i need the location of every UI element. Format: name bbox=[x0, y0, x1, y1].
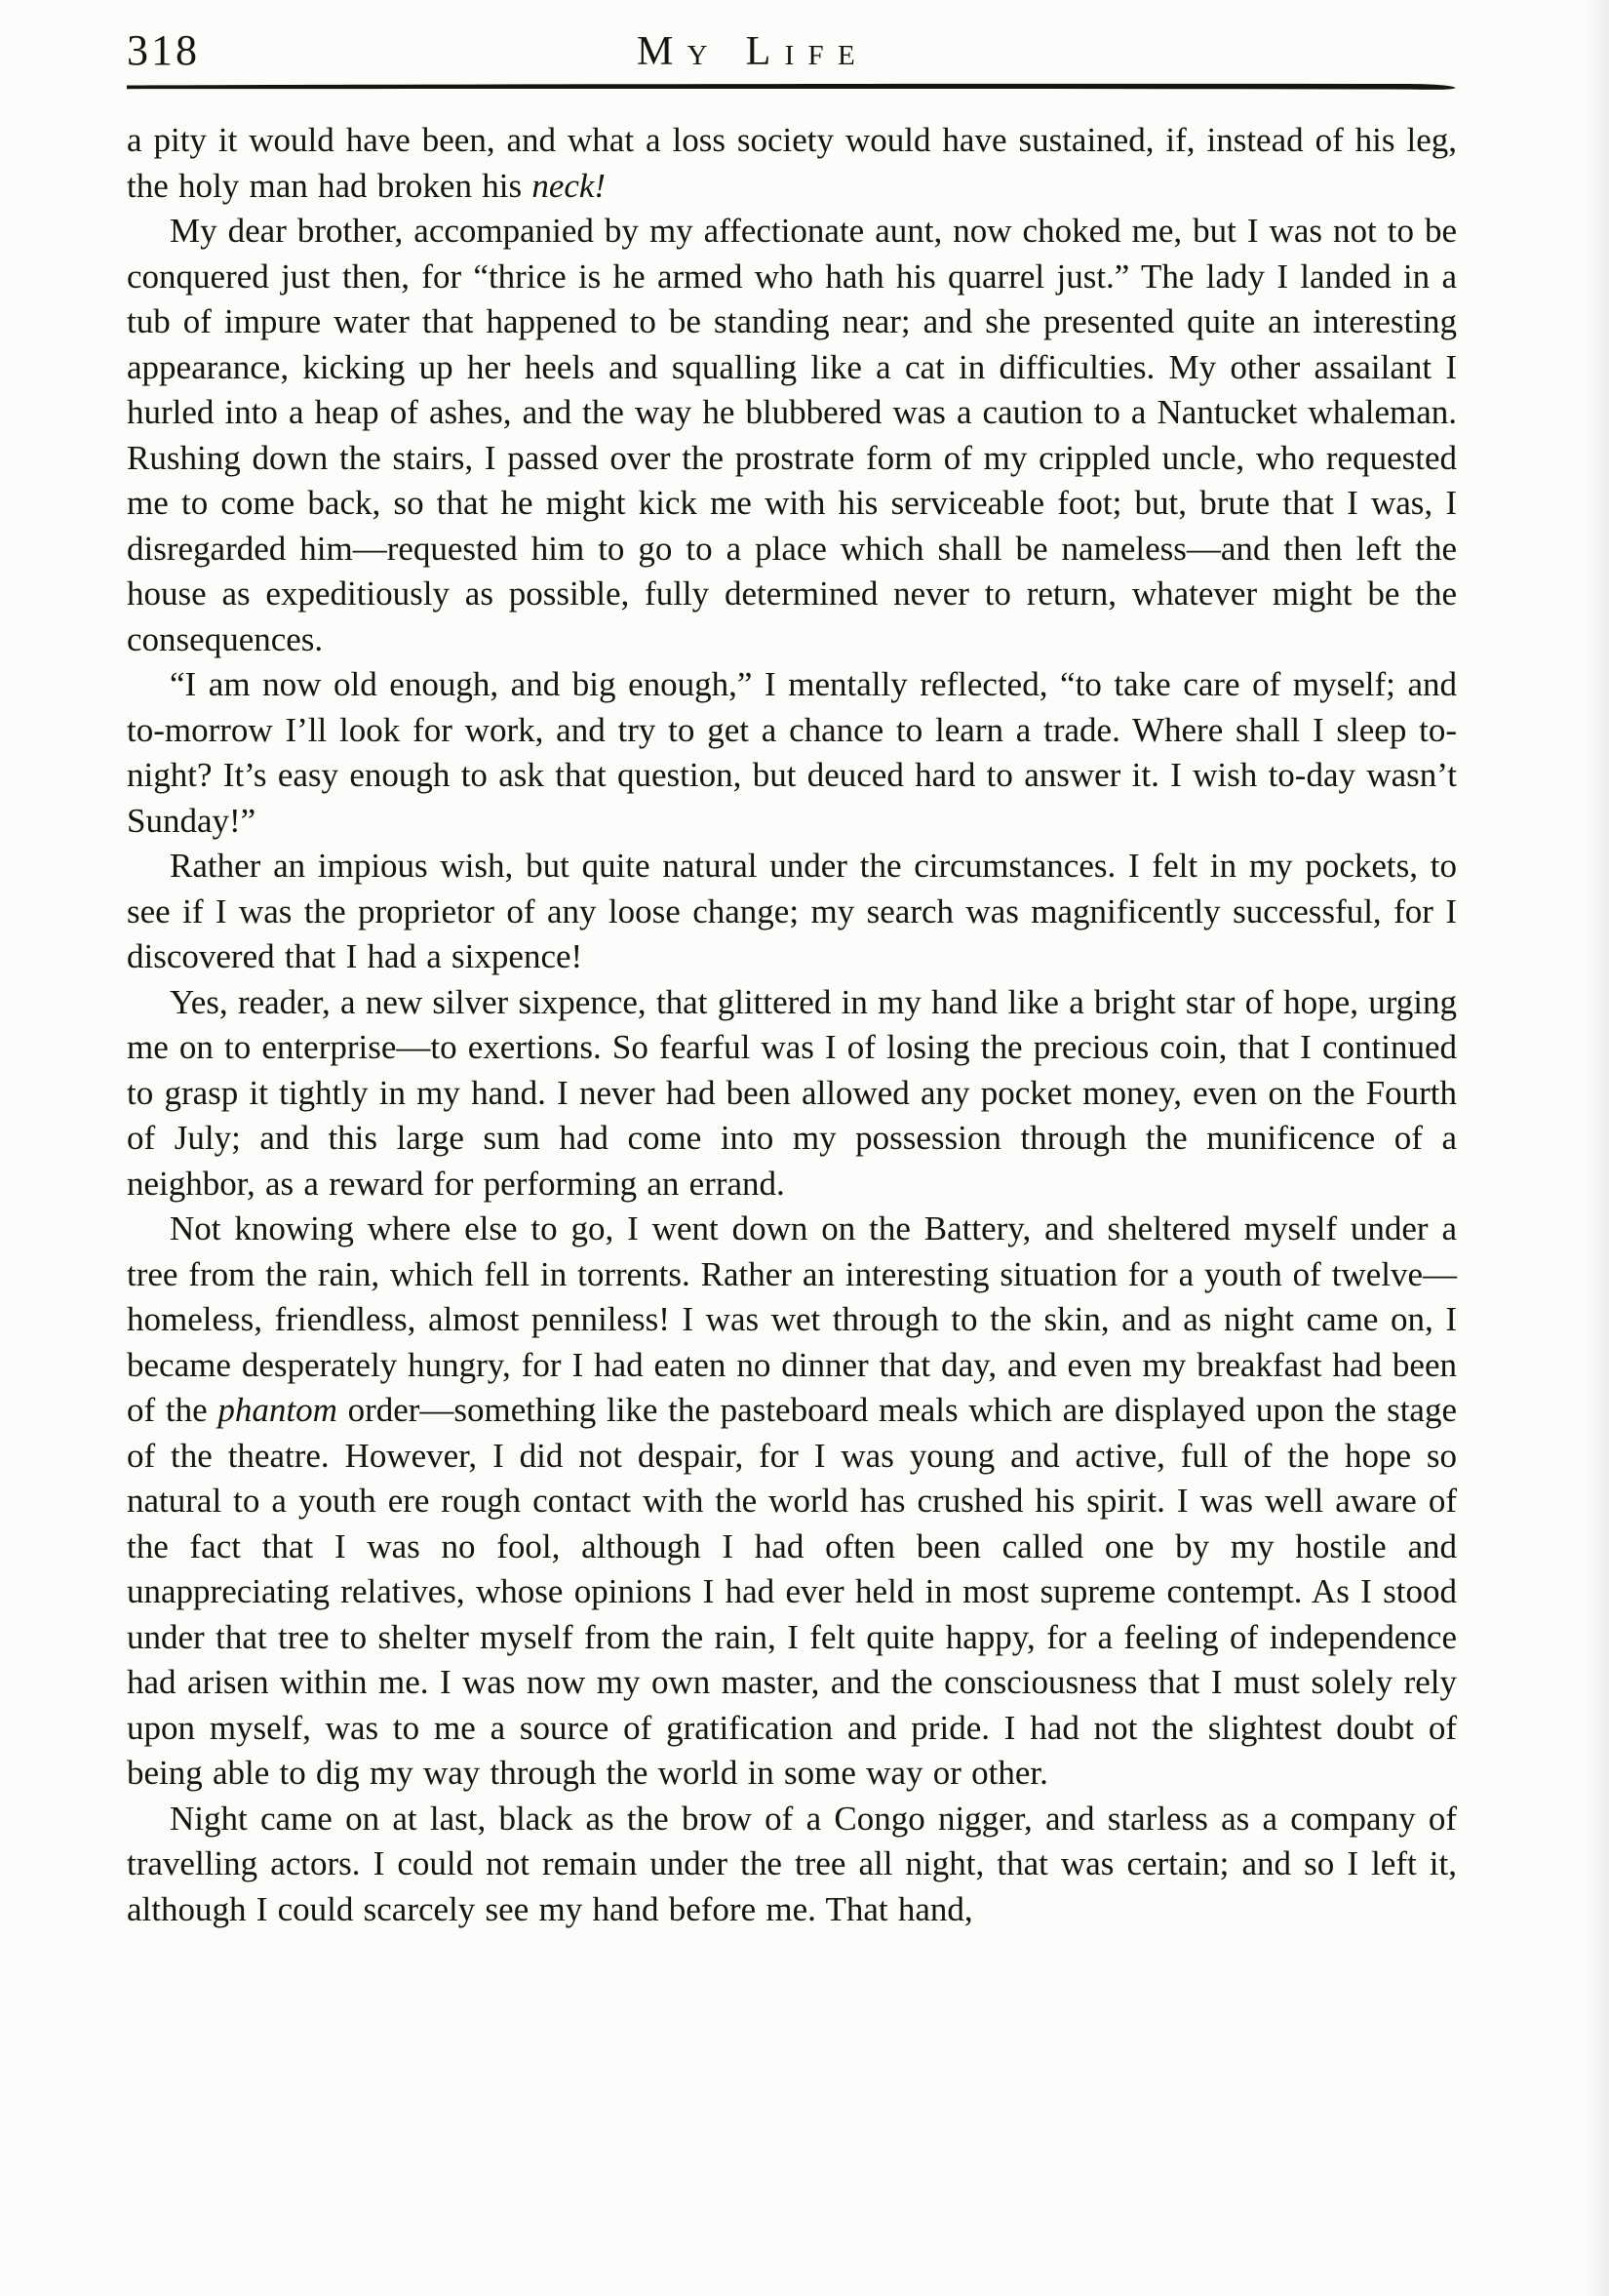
page-number: 318 bbox=[127, 26, 200, 74]
text-run: a pity it would have been, and what a loss society would have sustained, if, instead of his leg, the holy man had broken his bbox=[127, 121, 1457, 205]
paragraph bbox=[127, 980, 1457, 1207]
italic-text-run: neck! bbox=[531, 166, 607, 205]
italic-text-run: phantom bbox=[217, 1391, 337, 1429]
paragraph bbox=[127, 844, 1457, 980]
text-run: Rather an impious wish, but quite natural under the circumstances. I felt in my pockets, to see if I was the proprietor of any loose change; my search was magnificently successful, for I discovered that I had a sixpence! bbox=[127, 847, 1457, 975]
paragraph bbox=[127, 118, 1457, 209]
paragraph bbox=[127, 1207, 1457, 1797]
page-text bbox=[127, 118, 1457, 1932]
paragraph bbox=[127, 662, 1457, 844]
text-run: order—something like the pasteboard meals which are displayed upon the stage of the theatre. However, I did not despair, for I was young and active, full of the hope so natural to a youth ere rough contact with the world has crushed his spirit. I was well aware of the fact that I was no fool, although I had often been called one by my hostile and unappreciating relatives, whose opinions I had ever held in most supreme contempt. As I stood under that tree to shelter myself from the rain, I felt quite happy, for a feeling of independence had arisen within me. I was now my own master, and the consciousness that I must solely rely upon myself, was to me a source of gratification and pride. I had not the slightest doubt of being able to dig my way through the world in some way or other. bbox=[127, 1391, 1457, 1792]
text-run: My dear brother, accompanied by my affectionate aunt, now choked me, but I was not to be conquered just then, for “thrice is he armed who hath his quarrel just.” The lady I landed in a tub of impure water that happened to be standing near; and she presented quite an interesting appearance, kicking up her heels and squalling like a cat in difficulties. My other assailant I hurled into a heap of ashes, and the way he blubbered was a caution to a Nantucket whaleman. Rushing down the stairs, I passed over the prostrate form of my crippled uncle, who requested me to come back, so that he might kick me with his serviceable foot; but, brute that I was, I disregarded him—requested him to go to a place which shall be nameless—and then left the house as expeditiously as possible, fully determined never to return, whatever might be the consequences. bbox=[127, 212, 1457, 658]
header-rule bbox=[127, 81, 1457, 93]
page-title: My Life bbox=[637, 29, 869, 74]
text-run: Not knowing where else to go, I went down on the Battery, and sheltered myself under a tree from the rain, which fell in torrents. Rather an interesting situation for a youth of twelve—homeless, friendless, almost penniless! I was wet through to the skin, and as night came on, I became desperately hungry, for I had eaten no dinner that day, and even my breakfast had been of the bbox=[127, 1209, 1457, 1429]
paragraph bbox=[127, 1797, 1457, 1933]
text-run: Yes, reader, a new silver sixpence, that glittered in my hand like a bright star of hope, urging me on to enterprise—to exertions. So fearful was I of losing the precious coin, that I continued to grasp it tightly in my hand. I never had been allowed any pocket money, even on the Fourth of July; and this large sum had come into my possession through the munificence of a neighbor, as a reward for performing an errand. bbox=[127, 982, 1457, 1203]
page-header bbox=[127, 25, 1457, 75]
text-run: Night came on at last, black as the brow of a Congo nigger, and starless as a company of travelling actors. I could not remain under the tree all night, that was certain; and so I left it, although I could scarcely see my hand before me. That hand, bbox=[127, 1799, 1457, 1928]
text-run: “I am now old enough, and big enough,” I mentally reflected, “to take care of myself; and to-morrow I’ll look for work, and try to get a chance to learn a trade. Where shall I sleep to-night? It’s easy enough to ask that question, but deuced hard to answer it. I wish to-day wasn’t Sunday!” bbox=[127, 665, 1457, 840]
paragraph bbox=[127, 209, 1457, 662]
